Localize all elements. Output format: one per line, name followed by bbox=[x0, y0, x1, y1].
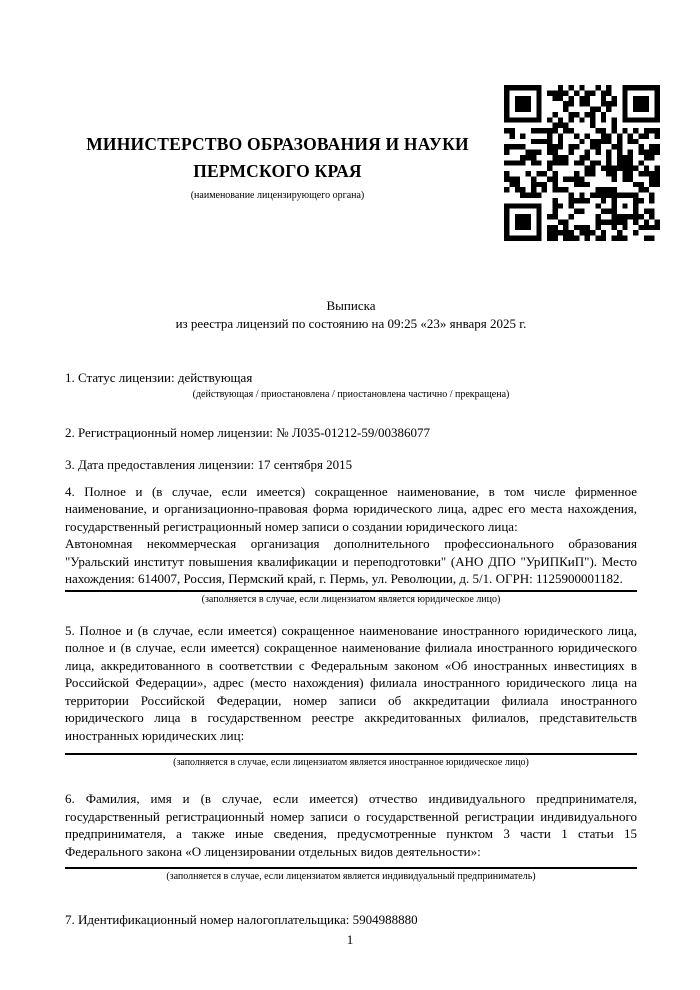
item-registration-number: 2. Регистрационный номер лицензии: № Л035-01212-59/00386077 bbox=[65, 424, 431, 440]
item-entrepreneur-heading: 6. Фамилия, имя и (в случае, если имеется) отчество индивидуального предпринимателя, государственный регистрационный номер записи о государственной регистрации индивидуального предпринимателя, а также иные сведения, предусмотренные пунктом 3 части 1 статьи 15 Федерального закона «О лицензировании отдельных видов деятельности»: bbox=[65, 791, 637, 859]
item-entrepreneur-caption: (заполняется в случае, если лицензиатом является индивидуальный предприниматель) bbox=[166, 871, 536, 882]
divider-foreign-entity bbox=[65, 753, 637, 755]
document-title bbox=[65, 297, 637, 332]
item-legal-entity-value: Автономная некоммерческая организация дополнительного профессионального образования "Уральский институт повышения квалификации и переподготовки" (АНО ДПО "УрИПКиП"). Место нахождения: 614007, Россия, Пермский край, г. Пермь, ул. Революции, д. 5/1. ОГРН: 1125900001182. bbox=[65, 536, 637, 586]
item-foreign-entity-caption: (заполняется в случае, если лицензиатом является иностранное юридическое лицо) bbox=[173, 757, 529, 768]
licensing-authority-header bbox=[65, 131, 490, 202]
item-license-grant-date: 3. Дата предоставления лицензии: 17 сентября 2015 bbox=[65, 457, 353, 472]
document-title-line2: из реестра лицензий по состоянию на 09:25 «23» января 2025 г. bbox=[175, 315, 527, 331]
item-taxpayer-number: 7. Идентификационный номер налогоплательщика: 5904988880 bbox=[65, 912, 418, 927]
page-number: 1 bbox=[346, 932, 354, 947]
divider-entrepreneur bbox=[65, 867, 637, 869]
ministry-name-line1: МИНИСТЕРСТВО ОБРАЗОВАНИЯ И НАУКИ bbox=[86, 134, 469, 154]
item-legal-entity-caption: (заполняется в случае, если лицензиатом является юридическое лицо) bbox=[201, 593, 501, 605]
document-body bbox=[65, 297, 637, 929]
item-legal-entity-heading: 4. Полное и (в случае, если имеется) сокращенное наименование, в том числе фирменное наименование, и организационно-правовая форма юридического лица, адрес его места нахождения, государственный регистрационный номер записи о создании юридического лица: bbox=[65, 483, 637, 534]
ministry-caption: (наименование лицензирующего органа) bbox=[190, 190, 365, 201]
ministry-name-line2: ПЕРМСКОГО КРАЯ bbox=[193, 161, 362, 181]
divider-legal-entity bbox=[65, 590, 637, 592]
item-foreign-entity-heading: 5. Полное и (в случае, если имеется) сокращенное наименование иностранного юридического лица, полное и (в случае, если имеется) сокращенное наименование филиала иностранного юридического лица, аккредитованного в соответствии с Федеральным законом «Об иностранных инвестициях в Российской Федерации», адрес (место нахождения) филиала иностранного юридического лица на территории Российской Федерации, номер записи об аккредитации филиала иностранного юридического лица в государственном реестре аккредитованных филиалов, представительств иностранных юридических лиц: bbox=[65, 622, 637, 743]
item-license-status-caption: (действующая / приостановлена / приостановлена частично / прекращена) bbox=[192, 388, 510, 400]
item-license-status: 1. Статус лицензии: действующая bbox=[65, 370, 253, 385]
qr-code-icon bbox=[504, 85, 660, 241]
document-title-line1: Выписка bbox=[326, 298, 376, 313]
